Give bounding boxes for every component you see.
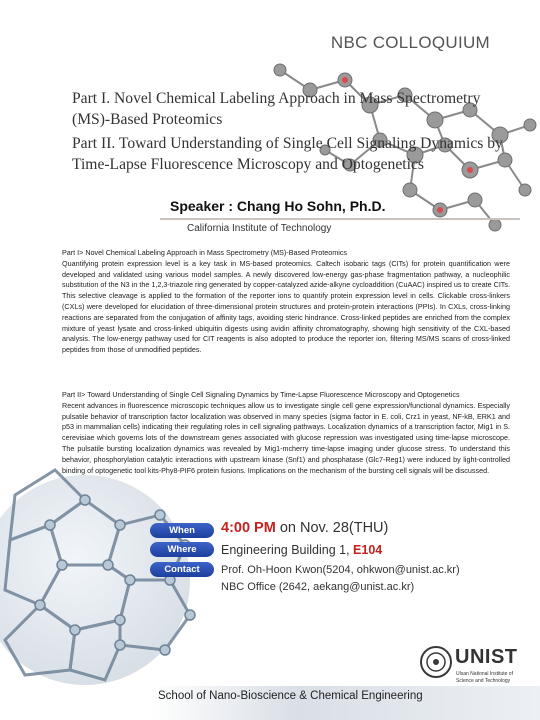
when-label: When: [150, 523, 214, 538]
school-name: School of Nano-Bioscience & Chemical Engineering: [158, 690, 423, 702]
talk-title-part1: Part I. Novel Chemical Labeling Approach in Mass Spectrometry (MS)-Based Proteomics: [72, 90, 481, 128]
abstract-part1: [62, 248, 510, 356]
event-location: [221, 543, 382, 557]
contact-label: Contact: [150, 562, 214, 577]
unist-logo-subtitle-2: Science and Technology: [456, 678, 511, 684]
event-room: E104: [353, 543, 383, 557]
abstract-part1-text: Quantifying protein expression level is a key task in MS-based proteomics. Caltech isobaric tags (CITs) for protein quantification were developed and validated using various model samples. A newly discovered low-energy gas-phase fragmentation pathway, a nucleophilic substitution of the N3 in the 1,2,3-triazole ring generated by copper-catalyzed azide-alkyne cycloaddition (CuAAC) inspired us to create CITs. This selective cleavage is applied to the formation of the reporter ions to quantify protein expression level in cells. Clickable cross-linkers (CXLs) were developed for elucidation of three-dimensional protein structures and protein-protein interactions (PPIs). In CXLs, cross-linking reactions are separated from the conjugation of affinity tags, avoiding steric hindrance. Cross-linked peptides are enriched from the complex mixture of yeast lysate and cross-linked ubiquitin digests using avidin affinity chromatography, showing high sensitivity of the CXL-based analysis. The low-energy pathway used for CIT reagents is also adopted to produce the reporter ion, filtering MS/MS scans of cross-linked peptides from those of unmodified peptides.: [62, 258, 510, 355]
event-building: Engineering Building 1,: [221, 543, 354, 557]
series-title: NBC COLLOQUIUM: [330, 33, 490, 52]
where-label: Where: [150, 542, 214, 557]
speaker-affiliation: California Institute of Technology: [187, 223, 332, 234]
event-hour: 4:00 PM: [221, 520, 276, 536]
contact-office: NBC Office (2642, aekang@unist.ac.kr): [221, 581, 415, 593]
speaker-name: Speaker : Chang Ho Sohn, Ph.D.: [170, 198, 386, 214]
contact-professor: Prof. Oh-Hoon Kwon(5204, ohkwon@unist.ac.kr): [221, 564, 460, 576]
abstract-part2: [62, 390, 510, 476]
speaker-divider: [160, 218, 520, 220]
event-time: [221, 520, 388, 536]
unist-logo-subtitle-1: Ulsan National Institute of: [456, 671, 513, 677]
event-date: on Nov. 28(THU): [275, 520, 389, 536]
abstract-part2-heading: Part II> Toward Understanding of Single Cell Signaling Dynamics by Time-Lapse Fluorescence Microscopy and Optogenetics: [62, 390, 460, 399]
unist-logo-text: UNIST: [455, 646, 518, 668]
talk-title-part2: Part II. Toward Understanding of Single Cell Signaling Dynamics by Time-Lapse Fluorescence Microscopy and Optogenetics: [72, 135, 503, 173]
abstract-part1-heading: Part I> Novel Chemical Labeling Approach in Mass Spectrometry (MS)-Based Proteomics: [62, 248, 348, 257]
abstract-part2-text: Recent advances in fluorescence microscopic techniques allow us to investigate single cell gene expression/functional dynamics. Especially pulsatile behavior of transcription factor localization was observed in many species (sigma factor in E. coli, Crz1 in yeast, NF-kB, ERK1 and p53 in mammalian cells) indicating their regulating roles in cell signaling pathways. Localization dynamics of a transcription factor, Mig1 in S. cerevisiae which governs lots of the downstream genes associated with glucose repression was investigated using time-lapse microscope. The pulsatile bursting localization dynamics was revealed by Mig1-mcherry time-lapse imaging under glucose stress. To understand this behavior, phosphorylation catalytic interactions with upstream kinase (Snf1) and phosphatase (Glc7-Reg1) were induced by light-controlled binding of optogenetic tool kits-Phy8-PIF6 protein fusions. Implications on the mechanism of the bursting cell signals will be discussed.: [62, 400, 510, 475]
